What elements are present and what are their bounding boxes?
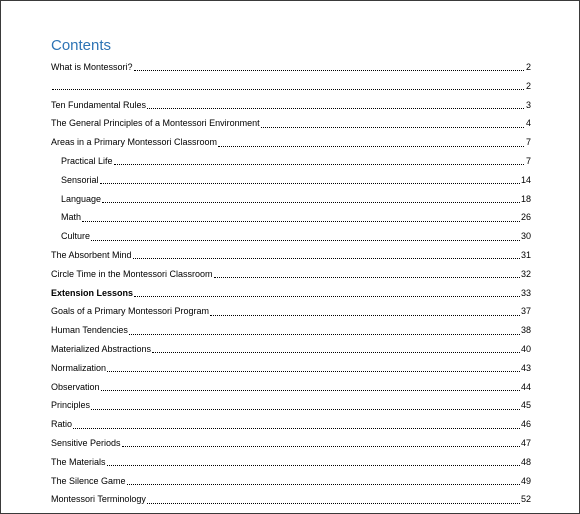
toc-entry-page-number[interactable]: 32 (520, 268, 531, 279)
toc-dot-leader (214, 276, 520, 278)
toc-dot-leader (152, 351, 520, 353)
toc-entry-page-number[interactable]: 7 (525, 155, 531, 166)
toc-entry[interactable] (51, 190, 531, 209)
toc-entry-page-number[interactable]: 46 (520, 419, 531, 430)
toc-dot-leader (134, 295, 520, 297)
toc-entry[interactable] (51, 77, 531, 96)
toc-entry-page-number[interactable]: 30 (520, 231, 531, 242)
toc-entry-page-number[interactable]: 2 (525, 62, 531, 72)
toc-entry[interactable] (51, 96, 531, 115)
toc-entry[interactable] (51, 359, 531, 378)
toc-dot-leader (147, 107, 524, 109)
toc-entry[interactable] (51, 490, 531, 509)
toc-dot-leader (129, 333, 520, 335)
toc-dot-leader (133, 257, 520, 259)
toc-entry-page-number[interactable]: 38 (520, 325, 531, 336)
toc-title: Contents (51, 37, 112, 54)
toc-entry[interactable] (51, 227, 531, 246)
toc-entry[interactable] (51, 58, 531, 77)
toc-entry-label[interactable]: Extension Lessons (51, 287, 134, 298)
table-of-contents (51, 58, 531, 509)
toc-entry[interactable] (51, 114, 531, 133)
toc-entry-label[interactable]: Observation (51, 381, 100, 392)
toc-entry-page-number[interactable]: 52 (520, 494, 531, 505)
toc-entry-label[interactable]: Language (61, 193, 102, 204)
toc-entry-label[interactable]: Culture (61, 231, 91, 242)
toc-dot-leader (210, 314, 520, 316)
toc-entry-label[interactable]: Areas in a Primary Montessori Classroom (51, 137, 218, 148)
toc-entry-page-number[interactable]: 33 (520, 287, 531, 298)
toc-entry-page-number[interactable]: 45 (520, 400, 531, 411)
toc-dot-leader (127, 483, 520, 485)
toc-dot-leader (82, 220, 520, 222)
toc-dot-leader (91, 408, 520, 410)
toc-entry[interactable] (51, 340, 531, 359)
toc-entry-label[interactable]: Human Tendencies (51, 325, 128, 336)
toc-entry[interactable] (51, 321, 531, 340)
toc-dot-leader (107, 464, 520, 466)
toc-entry[interactable] (51, 302, 531, 321)
toc-entry-page-number[interactable]: 4 (525, 118, 531, 129)
toc-entry-label[interactable]: Math (61, 212, 82, 223)
toc-dot-leader (91, 239, 520, 241)
toc-dot-leader (114, 163, 524, 165)
toc-entry-page-number[interactable]: 26 (520, 212, 531, 223)
toc-entry[interactable] (51, 434, 531, 453)
toc-dot-leader (122, 445, 520, 447)
toc-dot-leader (134, 69, 524, 71)
toc-entry[interactable] (51, 453, 531, 472)
toc-entry-label[interactable]: Normalization (51, 362, 107, 373)
toc-entry-label[interactable]: The Materials (51, 456, 106, 467)
toc-entry-label[interactable]: What is Montessori? (51, 62, 133, 72)
toc-entry[interactable] (51, 152, 531, 171)
toc-entry-label[interactable]: The Silence Game (51, 475, 126, 486)
toc-entry[interactable] (51, 265, 531, 284)
toc-entry-page-number[interactable]: 44 (520, 381, 531, 392)
toc-entry-label[interactable]: Sensitive Periods (51, 437, 121, 448)
toc-entry-page-number[interactable]: 2 (525, 80, 531, 91)
toc-dot-leader (52, 88, 524, 90)
toc-entry-label[interactable]: Circle Time in the Montessori Classroom (51, 268, 213, 279)
toc-entry-label[interactable]: Ten Fundamental Rules (51, 99, 147, 110)
toc-entry-page-number[interactable]: 40 (520, 343, 531, 354)
toc-dot-leader (218, 145, 524, 147)
toc-dot-leader (101, 389, 520, 391)
toc-entry-label[interactable]: Sensorial (61, 174, 99, 185)
toc-entry-label[interactable]: Practical Life (61, 155, 113, 166)
toc-entry-label[interactable]: Ratio (51, 419, 73, 430)
toc-dot-leader (107, 370, 520, 372)
toc-entry-page-number[interactable]: 31 (520, 249, 531, 260)
toc-entry-page-number[interactable]: 43 (520, 362, 531, 373)
toc-dot-leader (147, 502, 520, 504)
toc-entry[interactable] (51, 246, 531, 265)
toc-entry-label[interactable]: Montessori Terminology (51, 494, 146, 505)
toc-entry-page-number[interactable]: 48 (520, 456, 531, 467)
toc-entry-label[interactable]: Materialized Abstractions (51, 343, 152, 354)
toc-entry[interactable] (51, 378, 531, 397)
toc-entry-page-number[interactable]: 47 (520, 437, 531, 448)
toc-entry[interactable] (51, 133, 531, 152)
toc-dot-leader (261, 126, 524, 128)
toc-entry[interactable] (51, 472, 531, 491)
toc-entry[interactable] (51, 284, 531, 303)
toc-entry-label[interactable]: Principles (51, 400, 91, 411)
toc-entry-page-number[interactable]: 14 (520, 174, 531, 185)
toc-dot-leader (100, 182, 520, 184)
toc-entry-page-number[interactable]: 49 (520, 475, 531, 486)
toc-entry-page-number[interactable]: 18 (520, 193, 531, 204)
toc-entry-page-number[interactable]: 37 (520, 306, 531, 317)
toc-entry-label[interactable]: The Absorbent Mind (51, 249, 132, 260)
toc-entry[interactable] (51, 208, 531, 227)
toc-dot-leader (102, 201, 520, 203)
toc-entry[interactable] (51, 415, 531, 434)
toc-entry-label[interactable]: The General Principles of a Montessori Environment (51, 118, 260, 129)
toc-entry[interactable] (51, 396, 531, 415)
toc-entry[interactable] (51, 171, 531, 190)
toc-entry-page-number[interactable]: 7 (525, 137, 531, 148)
toc-entry-page-number[interactable]: 3 (525, 99, 531, 110)
toc-entry-label[interactable]: Goals of a Primary Montessori Program (51, 306, 210, 317)
toc-dot-leader (73, 427, 520, 429)
